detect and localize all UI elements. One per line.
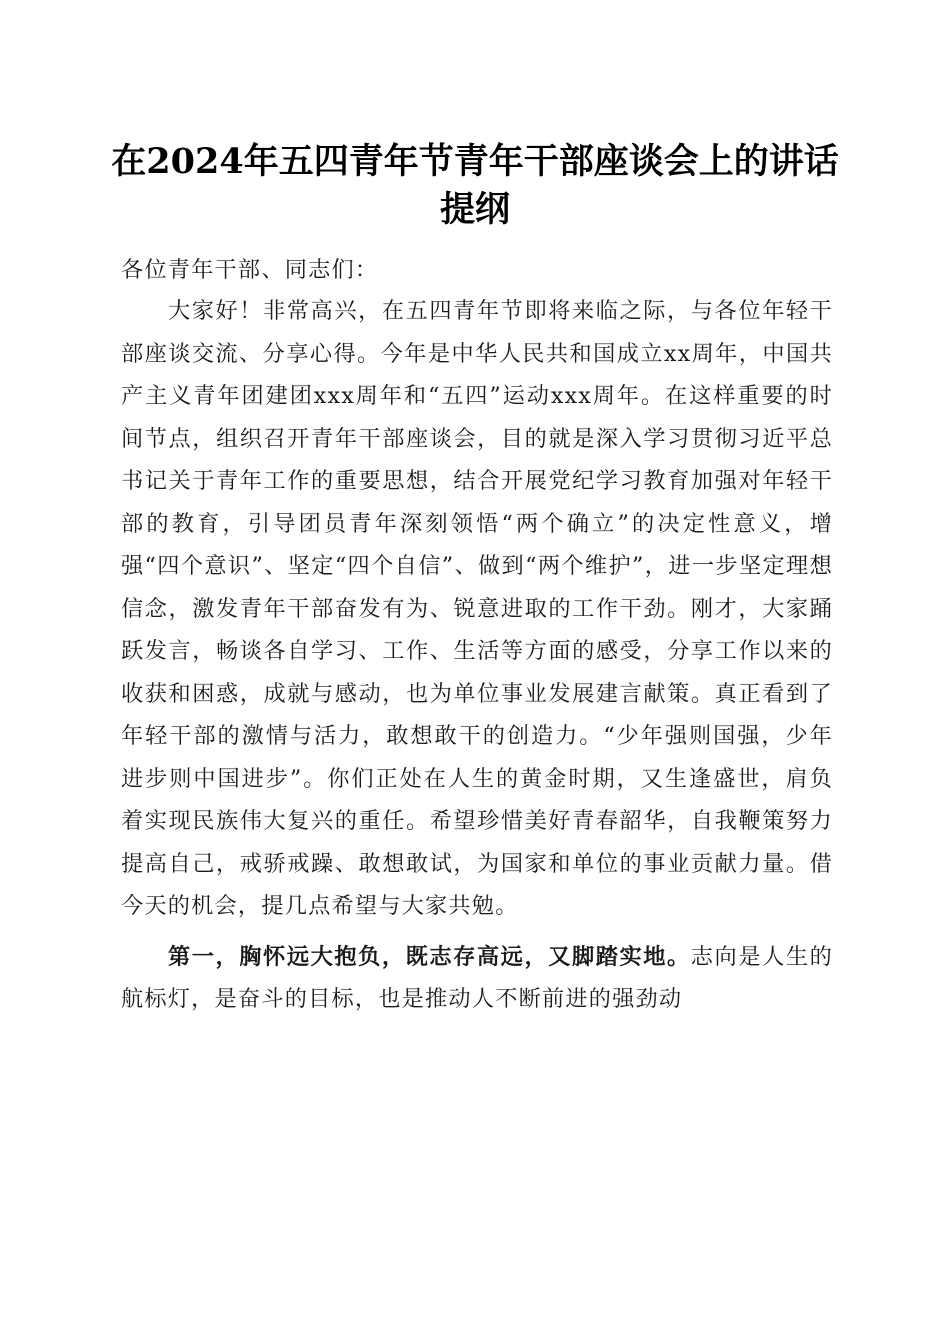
opening-paragraph: 大家好！非常高兴，在五四青年节即将来临之际，与各位年轻干部座谈交流、分享心得。今年是中华人民共和国成立xx周年，中国共产主义青年团建团xxx周年和“五四”运动xxx周年。在这样重要的时间节点，组织召开青年干部座谈会，目的就是深入学习贯彻习近平总书记关于青年工作的重要思想，结合开展党纪学习教育加强对年轻干部的教育，引导团员青年深刻领悟“两个确立”的决定性意义，增强“四个意识”、坚定“四个自信”、做到“两个维护”，进一步坚定理想信念，激发青年干部奋发有为、锐意进取的工作干劲。刚才，大家踊跃发言，畅谈各自学习、工作、生活等方面的感受，分享工作以来的收获和困惑，成就与感动，也为单位事业发展建言献策。真正看到了年轻干部的激情与活力，敢想敢干的创造力。“少年强则国强，少年进步则中国进步”。你们正处在人生的黄金时期，又生逢盛世，肩负着实现民族伟大复兴的重任。希望珍惜美好青春韶华，自我鞭策努力提高自己，戒骄戒躁、敢想敢试，为国家和单位的事业贡献力量。借今天的机会，提几点希望与大家共勉。 (121, 298, 833, 919)
section-one-heading: 第一，胸怀远大抱负，既志存高远，又脚踏实地。 (168, 943, 691, 970)
document-title: 在2024年五四青年节青年干部座谈会上的讲话提纲 (111, 141, 839, 230)
document-body (121, 250, 833, 1021)
section-one-text: 志向是人生的航标灯，是奋斗的目标，也是推动人不断前进的强劲动 (121, 943, 833, 1012)
section-one-paragraph (121, 936, 833, 1021)
salutation: 各位青年干部、同志们： (121, 257, 379, 283)
